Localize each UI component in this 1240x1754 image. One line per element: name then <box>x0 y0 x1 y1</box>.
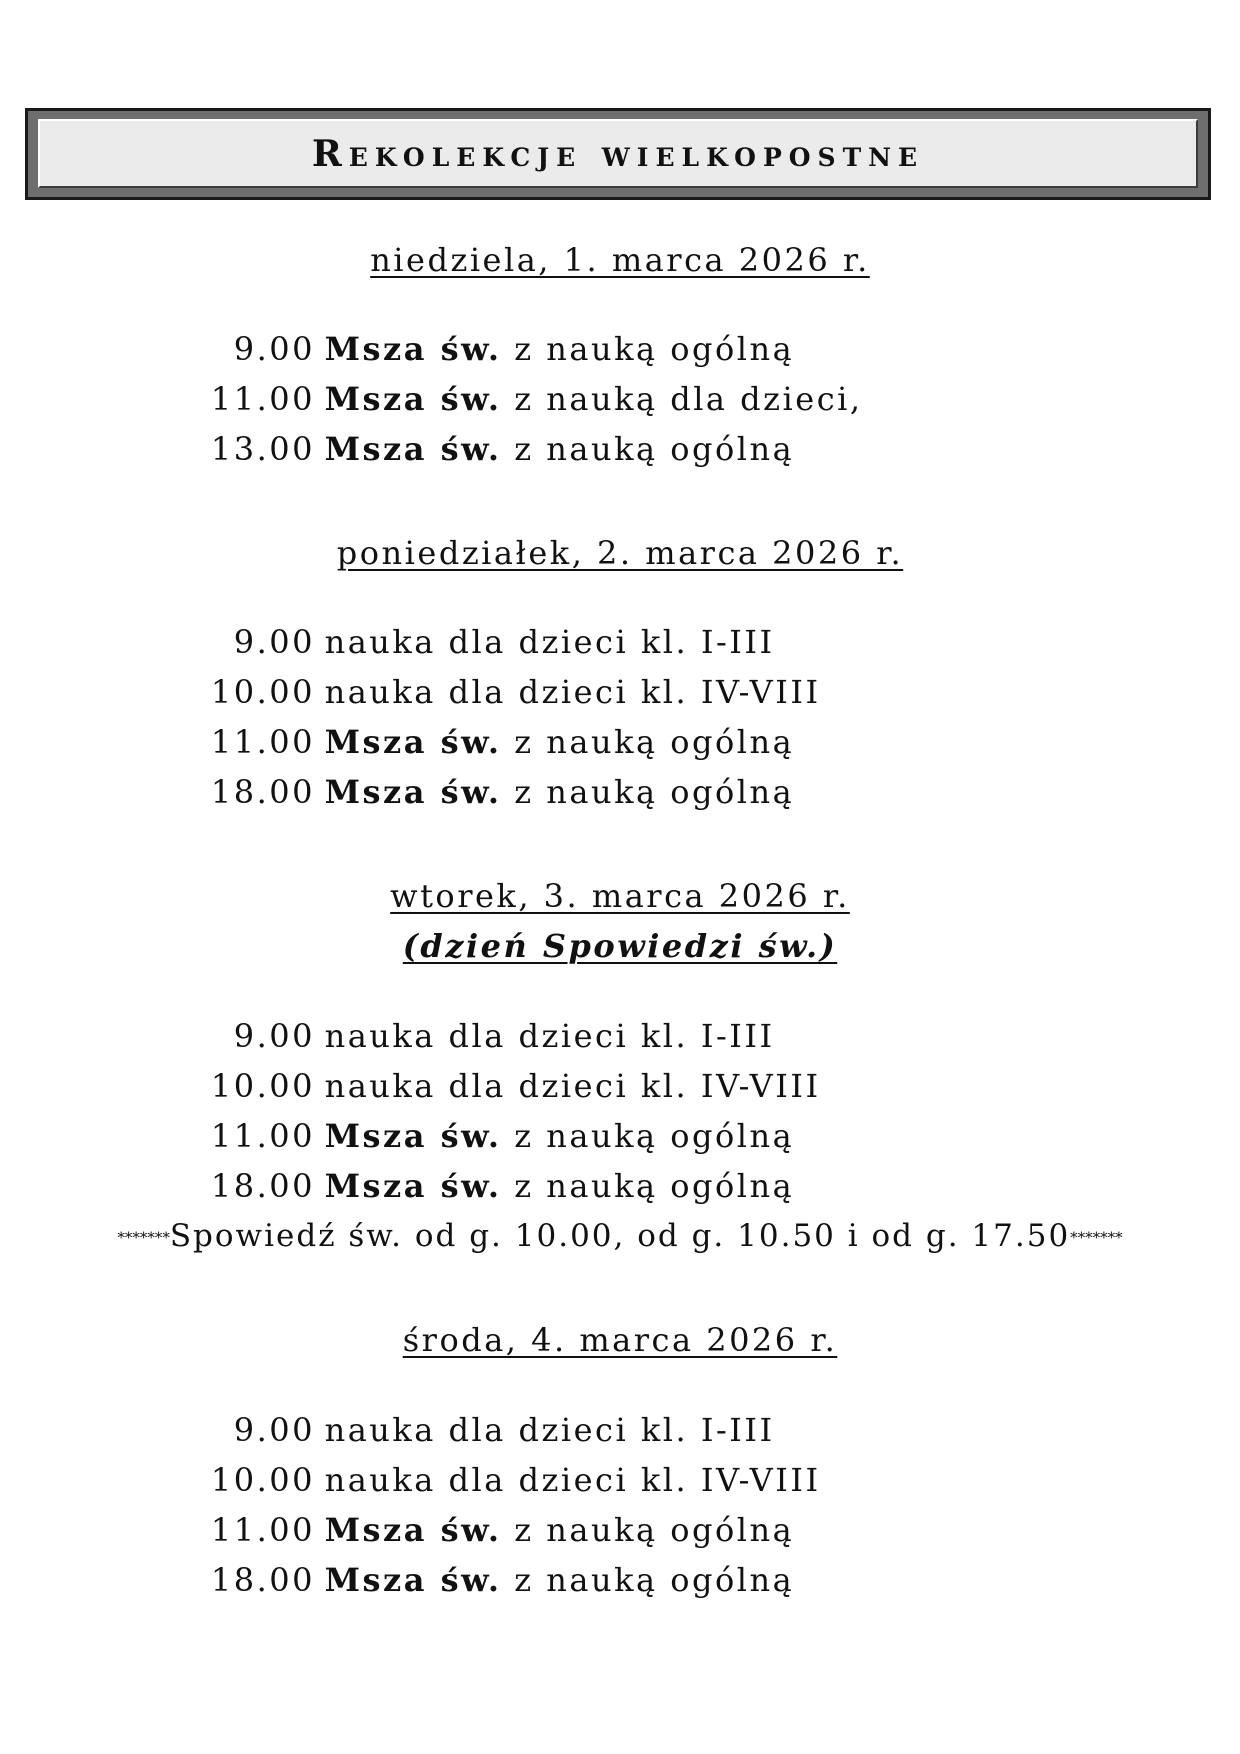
page-title: Rekolekcje wielkopostne <box>311 132 925 175</box>
event-row: 11.00 Msza św. z nauką dla dzieci, <box>210 380 863 418</box>
event-row: 9.00 Msza św. z nauką ogólną <box>233 330 795 368</box>
event-row: 10.00 nauka dla dzieci kl. IV-VIII <box>210 1461 821 1499</box>
event-row: 9.00 nauka dla dzieci kl. I-III <box>233 623 775 661</box>
event-row: 11.00 Msza św. z nauką ogólną <box>210 1117 795 1155</box>
stars-left: ******* <box>117 1228 170 1247</box>
event-row: 10.00 nauka dla dzieci kl. IV-VIII <box>210 1067 821 1105</box>
day-heading-sunday: niedziela, 1. marca 2026 r. <box>370 241 870 279</box>
stars-right: ******* <box>1070 1228 1123 1247</box>
event-row: 10.00 nauka dla dzieci kl. IV-VIII <box>210 673 821 711</box>
event-row: 18.00 Msza św. z nauką ogólną <box>210 773 795 811</box>
day-heading-wednesday: środa, 4. marca 2026 r. <box>402 1321 838 1359</box>
event-row: 13.00 Msza św. z nauką ogólną <box>210 430 795 468</box>
day-heading-monday: poniedziałek, 2. marca 2026 r. <box>336 534 904 572</box>
event-row: 18.00 Msza św. z nauką ogólną <box>210 1167 795 1205</box>
confession-info <box>0 1214 1240 1260</box>
event-row: 11.00 Msza św. z nauką ogólną <box>210 1511 795 1549</box>
title-banner-inner <box>38 119 1198 188</box>
event-row: 11.00 Msza św. z nauką ogólną <box>210 723 795 761</box>
event-row: 9.00 nauka dla dzieci kl. I-III <box>233 1411 775 1449</box>
day-heading-tuesday: wtorek, 3. marca 2026 r. <box>390 877 850 915</box>
confession-text: Spowiedź św. od g. 10.00, od g. 10.50 i od g. 17.50 <box>169 1218 1071 1254</box>
title-banner <box>25 108 1211 200</box>
event-row: 18.00 Msza św. z nauką ogólną <box>210 1561 795 1599</box>
day-note-confession: (dzień Spowiedzi św.) <box>402 927 838 965</box>
event-row: 9.00 nauka dla dzieci kl. I-III <box>233 1017 775 1055</box>
